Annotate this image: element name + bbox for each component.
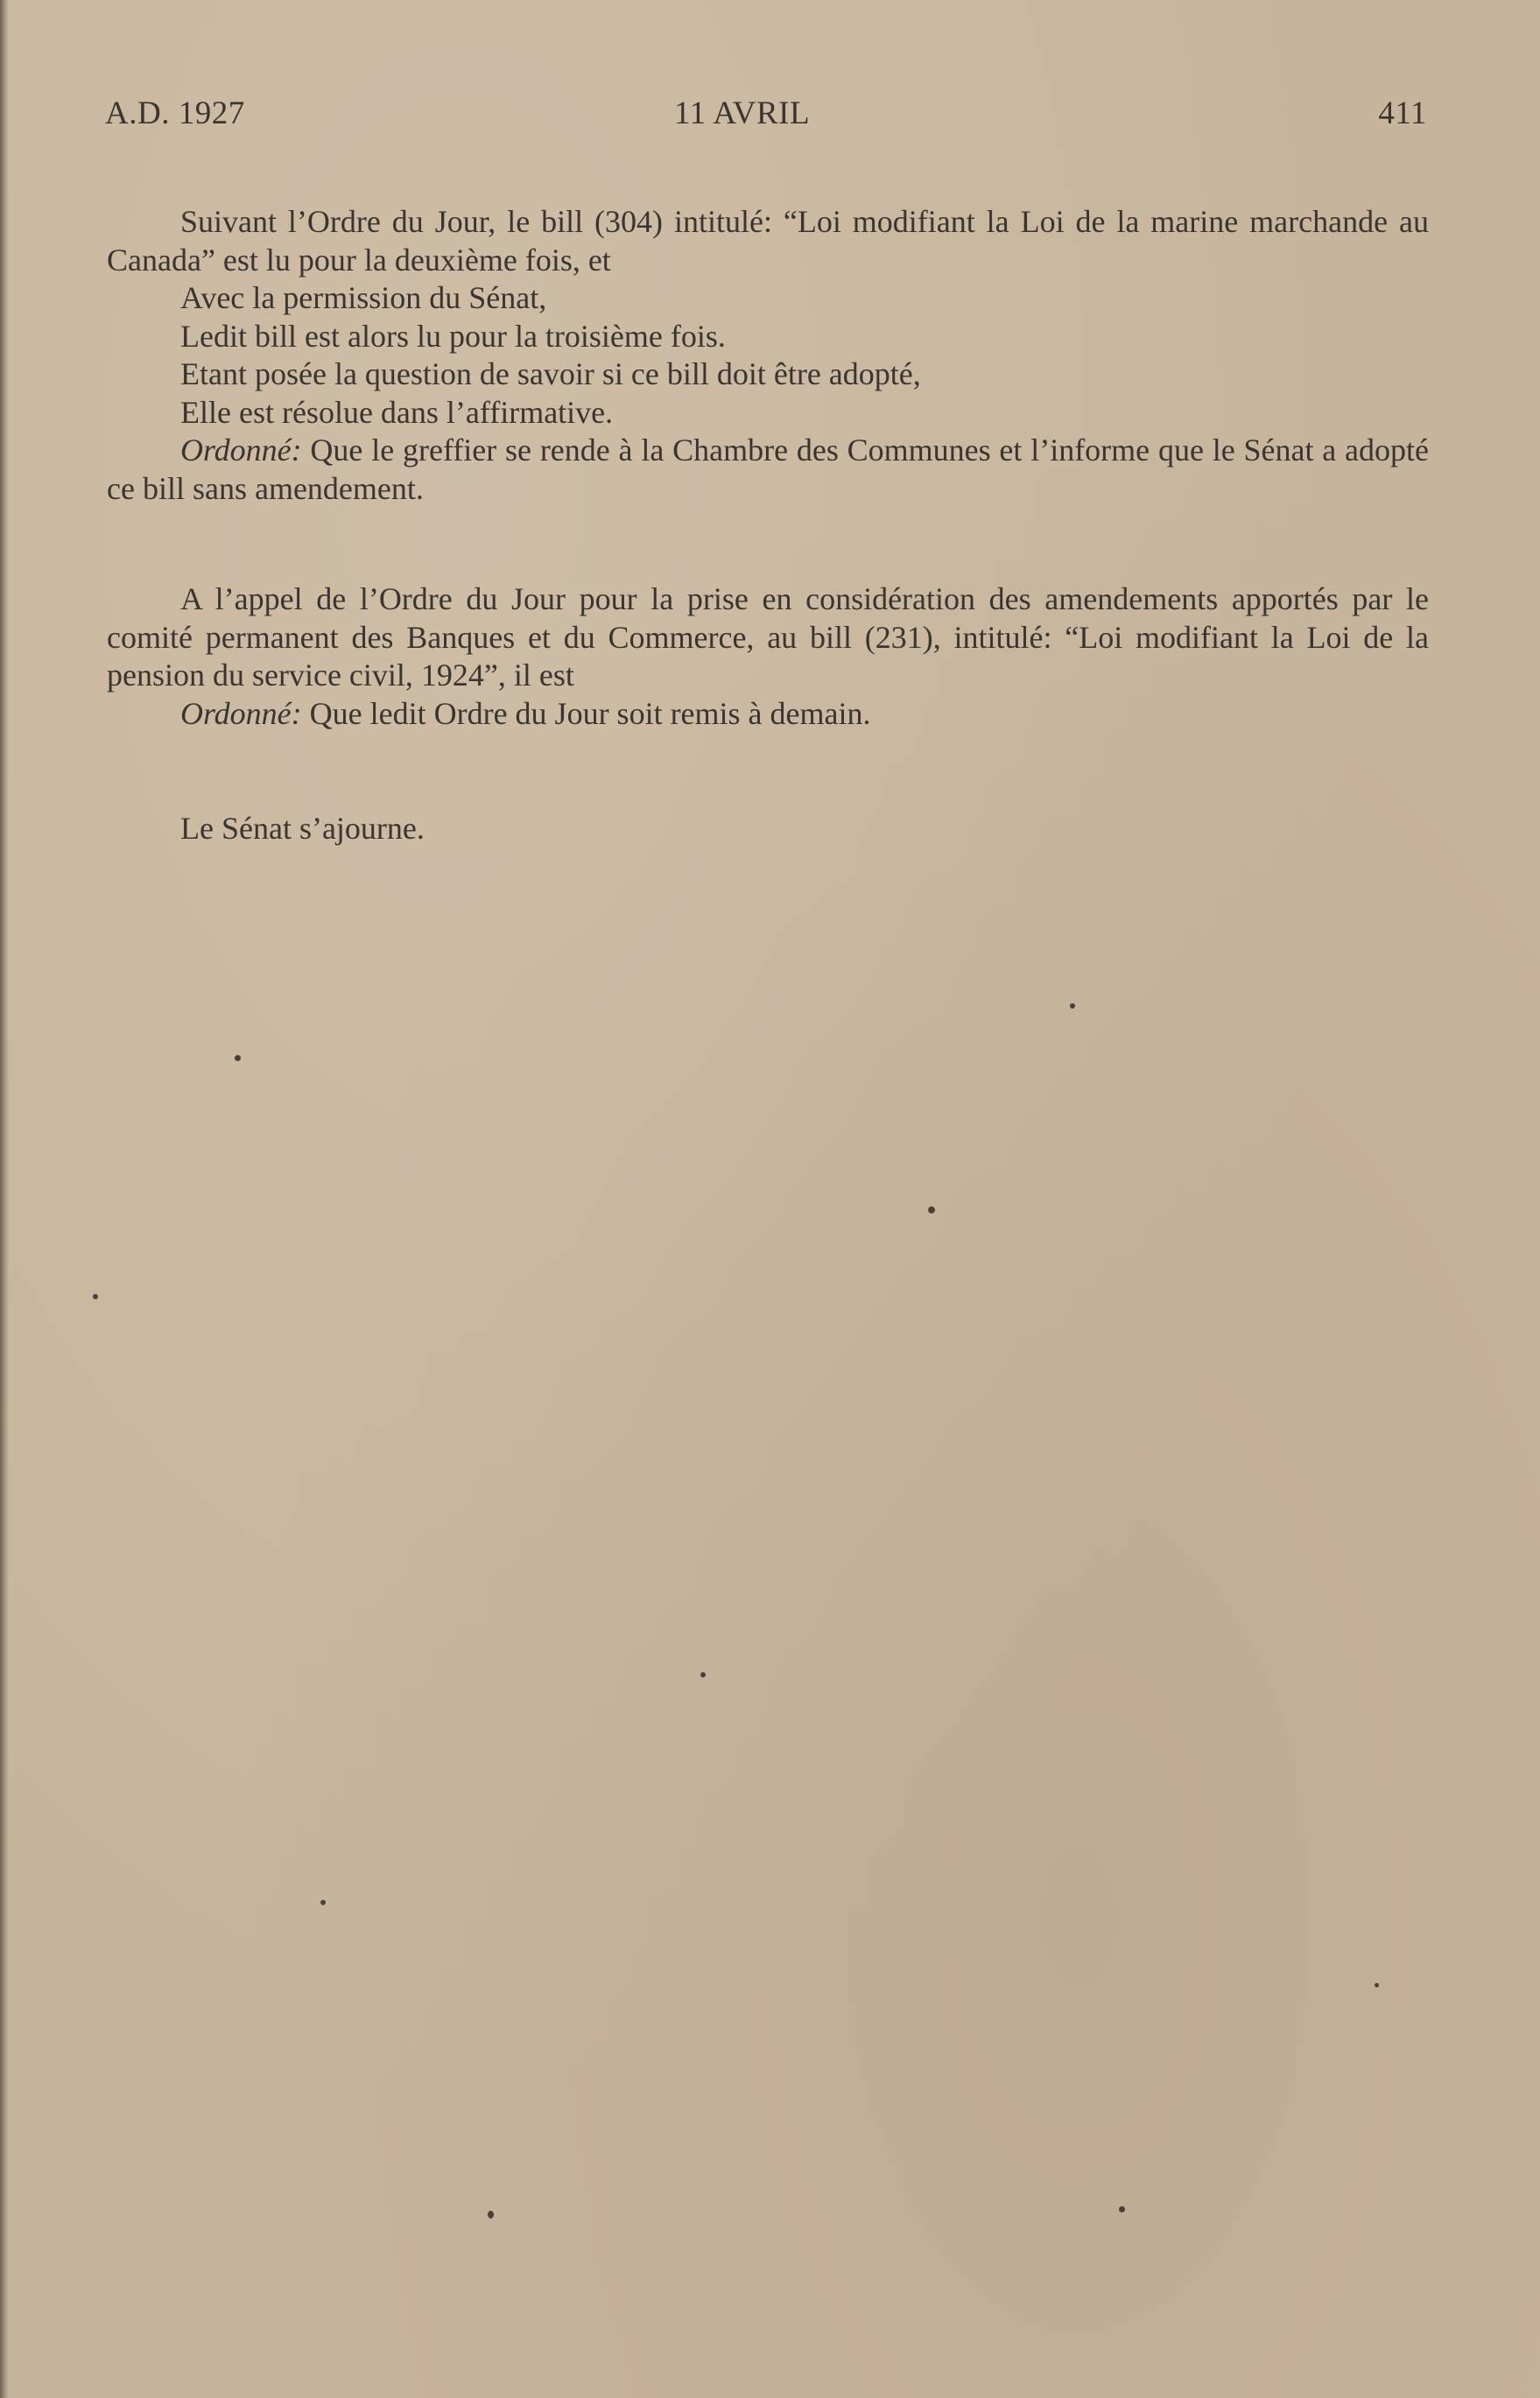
paragraph-order-clerk: Ordonné: Que le greffier se rende à la Chambre des Communes et l’informe que le Sénat a adopté ce bill sans amendement.: [107, 432, 1429, 506]
running-header: [105, 95, 1427, 138]
order-label: Ordonné:: [180, 432, 302, 468]
paper-speck: [1375, 1983, 1379, 1987]
paper-speck: [700, 1672, 706, 1677]
paragraph-bill-304-second-reading: Suivant l’Ordre du Jour, le bill (304) intitulé: “Loi modifiant la Loi de la marine marchande au Canada” est lu pour la deuxième fois, et: [107, 204, 1429, 278]
paper-speck: [320, 1900, 326, 1905]
paper-speck: [93, 1294, 98, 1299]
paper-speck: [1070, 1003, 1075, 1009]
paper-speck: [928, 1206, 935, 1213]
paragraph-question-put: Etant posée la question de savoir si ce bill doit être adopté,: [180, 356, 921, 391]
order-label: Ordonné:: [180, 695, 302, 731]
header-page-number: 411: [1378, 95, 1427, 131]
header-year: A.D. 1927: [105, 95, 245, 131]
page-binding-edge: [0, 0, 9, 2398]
document-body: [107, 203, 1429, 848]
paper-speck: [235, 1055, 241, 1061]
paper-speck: [488, 2211, 494, 2219]
paragraph-senate-permission: Avec la permission du Sénat,: [180, 280, 547, 315]
paragraph-third-reading: Ledit bill est alors lu pour la troisième fois.: [180, 318, 726, 354]
header-date: 11 AVRIL: [674, 95, 811, 131]
paper-speck: [1119, 2206, 1125, 2212]
paragraph-senate-adjourns: Le Sénat s’ajourne.: [180, 811, 425, 846]
paragraph-bill-231-order-of-day: A l’appel de l’Ordre du Jour pour la prise en considération des amendements apportés par le comité permanent des Banques et du Commerce, au bill (231), intitulé: “Loi modifiant la Loi de la pension du service civil, 1924”, il est: [107, 581, 1429, 693]
paragraph-resolved-affirmative: Elle est résolue dans l’affirmative.: [180, 394, 614, 430]
paragraph-order-postponed: Ordonné: Que ledit Ordre du Jour soit remis à demain.: [180, 695, 871, 731]
